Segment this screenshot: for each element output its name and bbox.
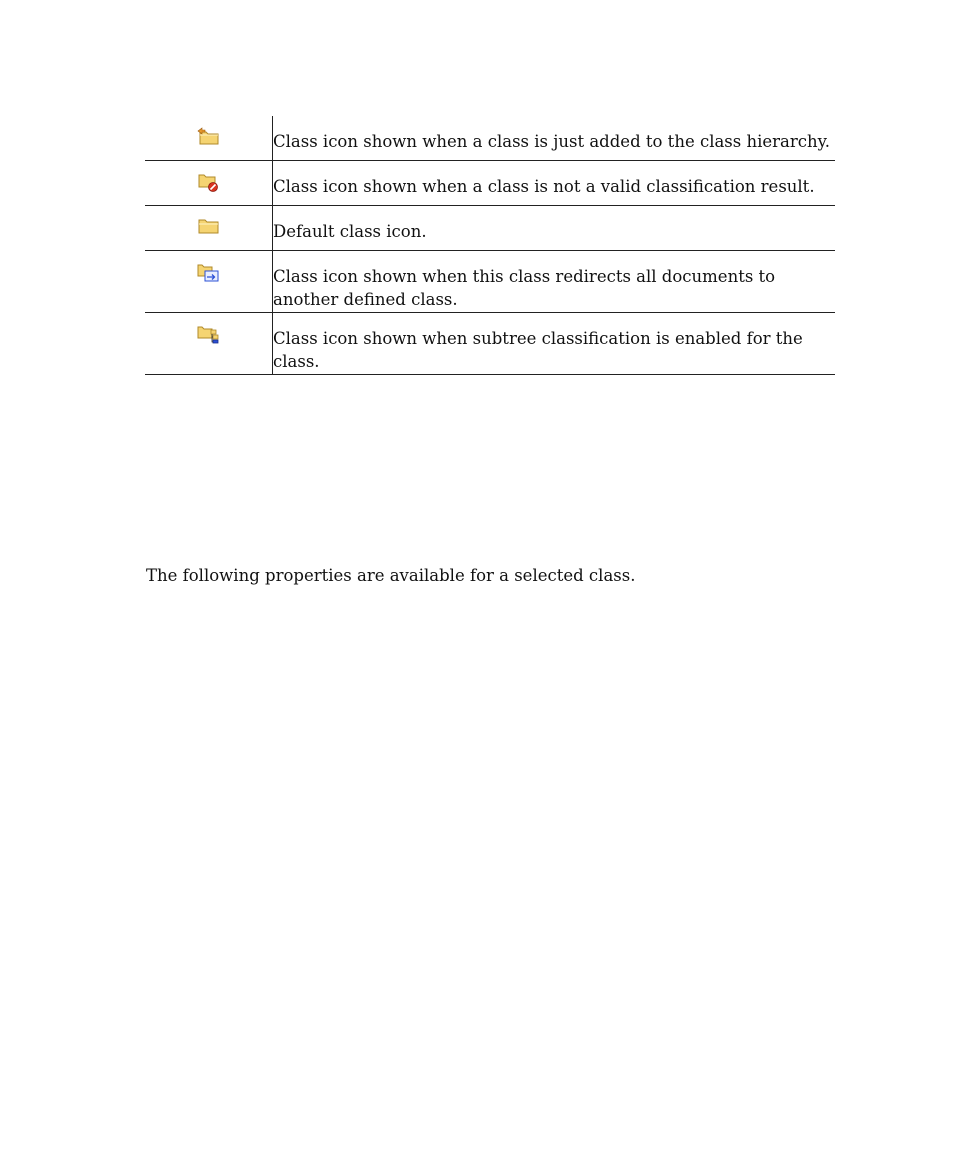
icon-description: Class icon shown when a class is just added to the class hierarchy.: [273, 132, 831, 151]
icon-description: Class icon shown when subtree classification is enabled for the class.: [273, 329, 803, 371]
body-paragraph: The following properties are available for a selected class.: [146, 566, 636, 585]
table-row: [145, 313, 835, 375]
icon-cell: [145, 251, 273, 313]
icon-cell: [145, 313, 273, 375]
class-icon-table: [145, 116, 835, 375]
icon-description: Default class icon.: [273, 222, 427, 241]
table-row: [145, 116, 835, 161]
invalid-class-folder-icon: [197, 172, 221, 192]
subtree-class-folder-icon: [197, 324, 221, 344]
icon-description: Class icon shown when a class is not a valid classification result.: [273, 177, 815, 196]
table-row: [145, 206, 835, 251]
redirect-class-folder-icon: [197, 262, 221, 282]
default-class-folder-icon: [197, 217, 221, 237]
new-class-folder-icon: [197, 127, 221, 147]
table-row: [145, 161, 835, 206]
icon-cell: [145, 116, 273, 161]
icon-description: Class icon shown when this class redirects all documents to another defined class.: [273, 267, 776, 309]
icon-cell: [145, 161, 273, 206]
icon-cell: [145, 206, 273, 251]
table-row: [145, 251, 835, 313]
